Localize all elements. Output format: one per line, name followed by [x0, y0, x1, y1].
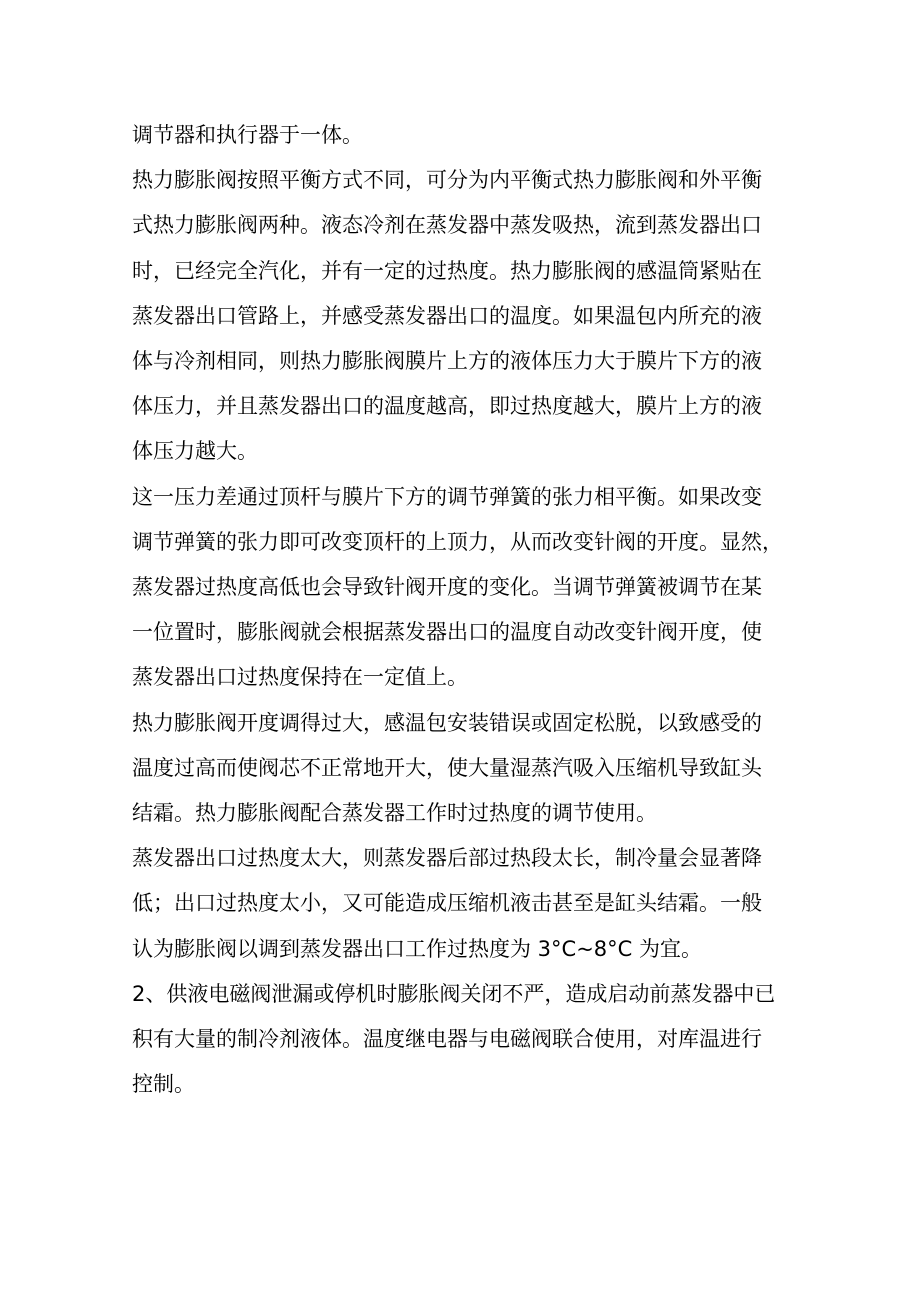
body-text: [132, 113, 797, 1107]
paragraph: 这一压力差通过顶杆与膜片下方的调节弹簧的张力相平衡。如果改变 调节弹簧的张力即可改变顶杆的上顶力，从而改变针阀的开度。显然， 蒸发器过热度高低也会导致针阀开度的变化。当调节弹簧被调节在某 一位置时，膨胀阀就会根据蒸发器出口的温度自动改变针阀开度，使 蒸发器出口过热度保持在一定值上。: [132, 484, 783, 690]
paragraph: 调节器和执行器于一体。: [132, 123, 363, 147]
paragraph: 热力膨胀阀开度调得过大，感温包安装错误或固定松脱，以致感受的 温度过高而使阀芯不正常地开大，使大量湿蒸汽吸入压缩机导致缸头 结霜。热力膨胀阀配合蒸发器工作时过热度的调节使用。: [132, 710, 762, 826]
paragraph: 2、供液电磁阀泄漏或停机时膨胀阀关闭不严，造成启动前蒸发器中已 积有大量的制冷剂液体。温度继电器与电磁阀联合使用，对库温进行 控制。: [132, 981, 776, 1097]
paragraph: 热力膨胀阀按照平衡方式不同，可分为内平衡式热力膨胀阀和外平衡 式热力膨胀阀两种。液态冷剂在蒸发器中蒸发吸热，流到蒸发器出口 时，已经完全汽化，并有一定的过热度。热力膨胀阀的感温筒紧贴在 蒸发器出口管路上，并感受蒸发器出口的温度。如果温包内所充的液 体与冷剂相同，则热力膨胀阀膜片上方的液体压力大于膜片下方的液 体压力，并且蒸发器出口的温度越高，即过热度越大，膜片上方的液 体压力越大。: [132, 168, 762, 464]
paragraph: 蒸发器出口过热度太大，则蒸发器后部过热段太长，制冷量会显著降 低；出口过热度太小，又可能造成压缩机液击甚至是缸头结霜。一般 认为膨胀阀以调到蒸发器出口工作过热度为 3°C~8°C 为宜。: [132, 846, 762, 961]
